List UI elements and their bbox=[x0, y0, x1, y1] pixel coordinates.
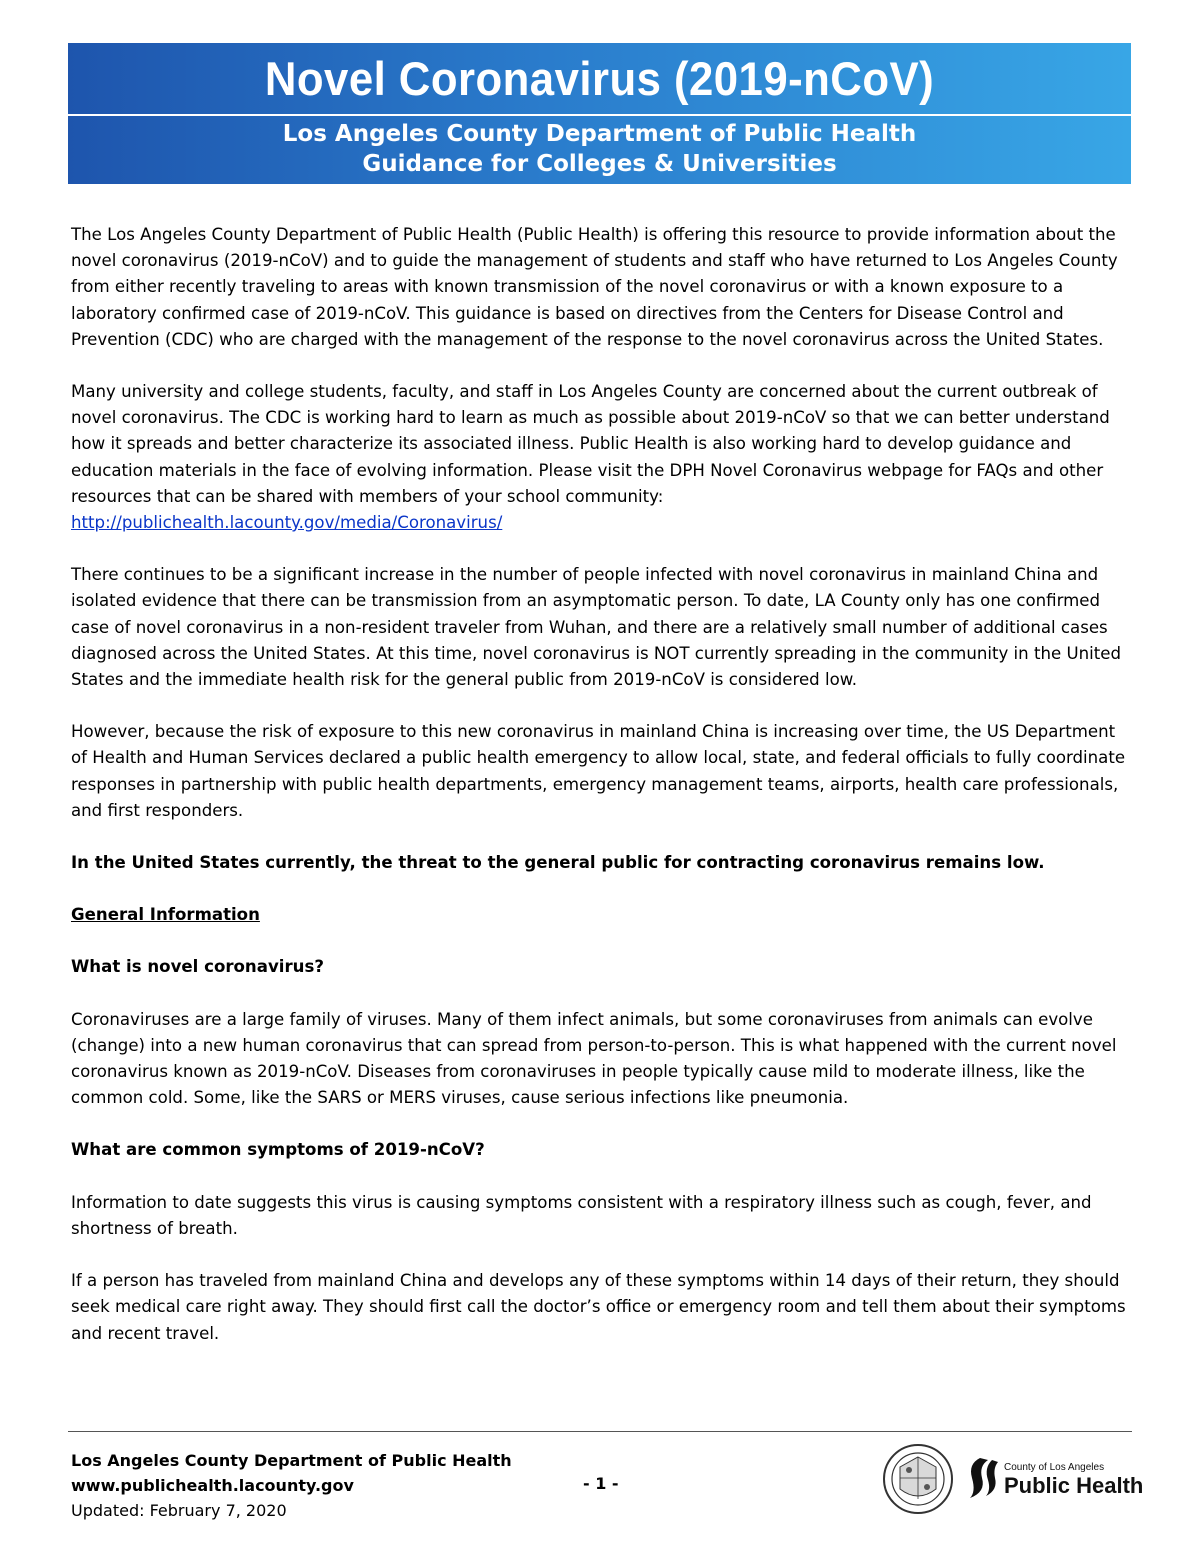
question-what-is: What is novel coronavirus? bbox=[71, 957, 324, 977]
banner-divider bbox=[68, 114, 1131, 116]
subtitle-line-1: Los Angeles County Department of Public Health bbox=[282, 121, 917, 147]
threat-statement: In the United States currently, the threat to the general public for contracting coronavirus remains low. bbox=[71, 853, 1045, 873]
coronavirus-webpage-link[interactable]: http://publichealth.lacounty.gov/media/Coronavirus/ bbox=[71, 513, 503, 533]
question-symptoms: What are common symptoms of 2019-nCoV? bbox=[71, 1140, 485, 1160]
answer-symptoms: Information to date suggests this virus is causing symptoms consistent with a respiratory illness such as cough, fever, and shortness of breath. bbox=[71, 1192, 1092, 1238]
subtitle-line-2: Guidance for Colleges & Universities bbox=[362, 151, 837, 177]
footer-website: www.publichealth.lacounty.gov bbox=[71, 1476, 354, 1495]
footer-info bbox=[71, 1448, 512, 1523]
answer-what-is: Coronaviruses are a large family of viruses. Many of them infect animals, but some coronaviruses from animals can evolve (change) into a new human coronavirus that can spread from person-to-person. This is what happened with the current novel coronavirus known as 2019-nCoV. Diseases from coronaviruses in people typically cause mild to moderate illness, like the common cold. Some, like the SARS or MERS viruses, cause serious infections like pneumonia. bbox=[71, 1009, 1117, 1108]
general-information-heading: General Information bbox=[71, 905, 260, 925]
page-number: - 1 - bbox=[583, 1474, 619, 1493]
emergency-paragraph: However, because the risk of exposure to this new coronavirus in mainland China is increasing over time, the US Department of Health and Human Services declared a public health emergency to allow local, state, and federal officials to fully coordinate responses in partnership with public health departments, emergency management teams, airports, health care professionals, and first responders. bbox=[71, 722, 1126, 820]
intro-paragraph: The Los Angeles County Department of Public Health (Public Health) is offering this resource to provide information about the novel coronavirus (2019-nCoV) and to guide the management of students and staff who have returned to Los Angeles County from either recently traveling to areas with known transmission of the novel coronavirus or with a known exposure to a laboratory confirmed case of 2019-nCoV. This guidance is based on directives from the Centers for Disease Control and Prevention (CDC) who are charged with the management of the response to the novel coronavirus across the United States. bbox=[71, 225, 1118, 349]
document-body bbox=[71, 222, 1133, 1373]
page-subtitle bbox=[68, 119, 1131, 179]
title-banner bbox=[68, 43, 1131, 184]
footer-divider bbox=[68, 1431, 1132, 1432]
public-health-logo bbox=[966, 1452, 1144, 1502]
answer-travel: If a person has traveled from mainland China and develops any of these symptoms within 14 days of their return, they should seek medical care right away. They should first call the doctor’s office or emergency room and tell them about their symptoms and recent travel. bbox=[71, 1271, 1126, 1343]
page-title: Novel Coronavirus (2019-nCoV) bbox=[264, 52, 935, 105]
concern-text: Many university and college students, faculty, and staff in Los Angeles County are concerned about the current outbreak of novel coronavirus. The CDC is working hard to learn as much as possible about 2019-nCoV so that we can better understand how it spreads and better characterize its associated illness. Public Health is also working hard to develop guidance and education materials in the face of evolving information. Please visit the DPH Novel Coronavirus webpage for FAQs and other resources that can be shared with members of your school community: bbox=[71, 382, 1110, 506]
concern-paragraph bbox=[71, 379, 1133, 536]
logo-large-text: Public Health bbox=[1004, 1473, 1144, 1498]
logo-small-text: County of Los Angeles bbox=[1004, 1462, 1105, 1473]
county-seal-icon bbox=[882, 1443, 954, 1515]
spread-paragraph: There continues to be a significant increase in the number of people infected with novel coronavirus in mainland China and isolated evidence that there can be transmission from an asymptomatic person. To date, LA County only has one confirmed case of novel coronavirus in a non-resident traveler from Wuhan, and there are a relatively small number of additional cases diagnosed across the United States. At this time, novel coronavirus is NOT currently spreading in the community in the United States and the immediate health risk for the general public from 2019-nCoV is considered low. bbox=[71, 565, 1121, 690]
footer-updated: Updated: February 7, 2020 bbox=[71, 1501, 287, 1520]
footer-org: Los Angeles County Department of Public Health bbox=[71, 1451, 512, 1470]
